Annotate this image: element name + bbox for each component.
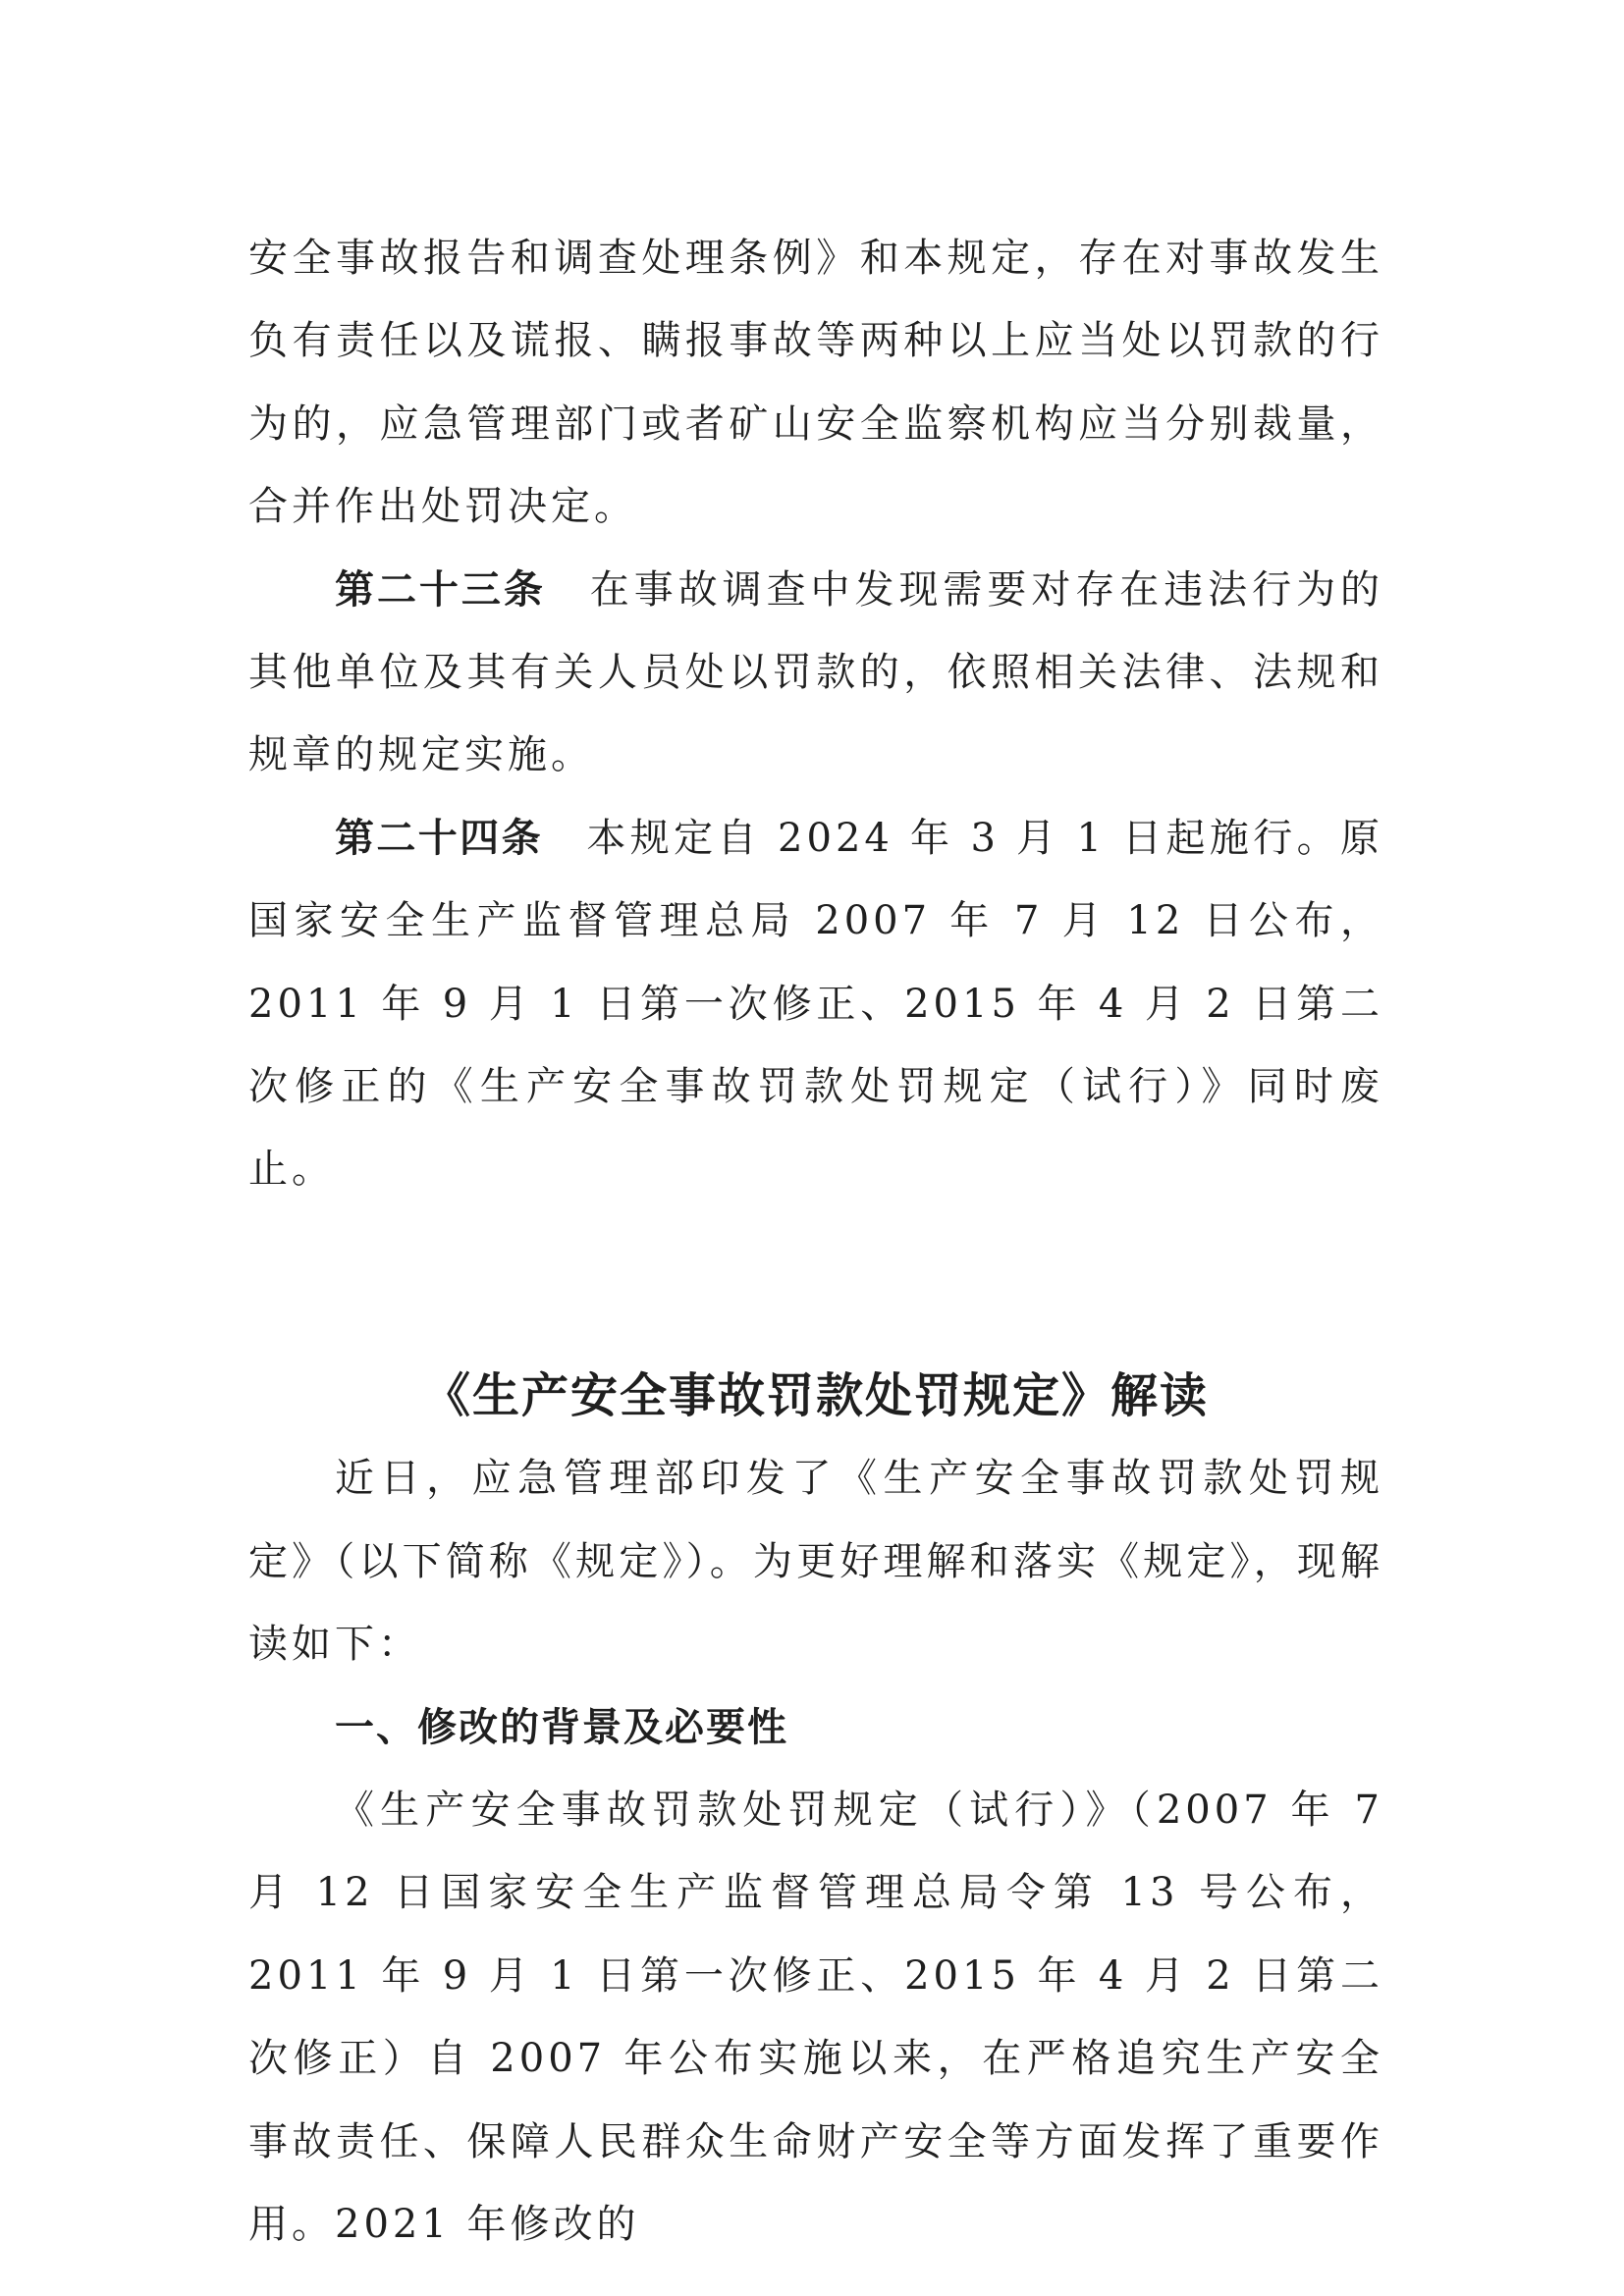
article-24 (248, 797, 1383, 1211)
section-1-paragraph: 《生产安全事故罚款处罚规定（试行）》（2007 年 7 月 12 日国家安全生产监督管理总局令第 13 号公布，2011 年 9 月 1 日第一次修正、2015 年 4 月 2 日第二次修正）自 2007 年公布实施以来，在严格追究生产安全事故责任、保障人民群众生命财产安全等方面发挥了重要作用。2021 年修改的 (248, 1787, 1383, 2247)
intro-paragraph: 近日，应急管理部印发了《生产安全事故罚款处罚规定》（以下简称《规定》）。为更好理解和落实《规定》，现解读如下： (248, 1456, 1383, 1668)
article-23-text: 在事故调查中发现需要对存在违法行为的其他单位及其有关人员处以罚款的，依照相关法律、法规和规章的规定实施。 (248, 566, 1384, 778)
continuation-paragraph: 安全事故报告和调查处理条例》和本规定，存在对事故发生负有责任以及谎报、瞒报事故等两种以上应当处以罚款的行为的，应急管理部门或者矿山安全监察机构应当分别裁量，合并作出处罚决定。 (248, 236, 1383, 530)
interpretation-title: 《生产安全事故罚款处罚规定》解读 (422, 1367, 1209, 1423)
document-page (248, 217, 1383, 2266)
section-1-heading: 一、修改的背景及必要性 (335, 1704, 788, 1750)
article-24-text: 本规定自 2024 年 3 月 1 日起施行。原国家安全生产监督管理总局 2007 年 7 月 12 日公布，2011 年 9 月 1 日第一次修正、2015 年 4 月 2 日第二次修正的《生产安全事故罚款处罚规定（试行）》同时废止。 (248, 815, 1384, 1193)
article-24-label: 第二十四条 (335, 815, 543, 861)
article-23 (248, 549, 1383, 797)
article-23-label: 第二十三条 (335, 566, 546, 613)
